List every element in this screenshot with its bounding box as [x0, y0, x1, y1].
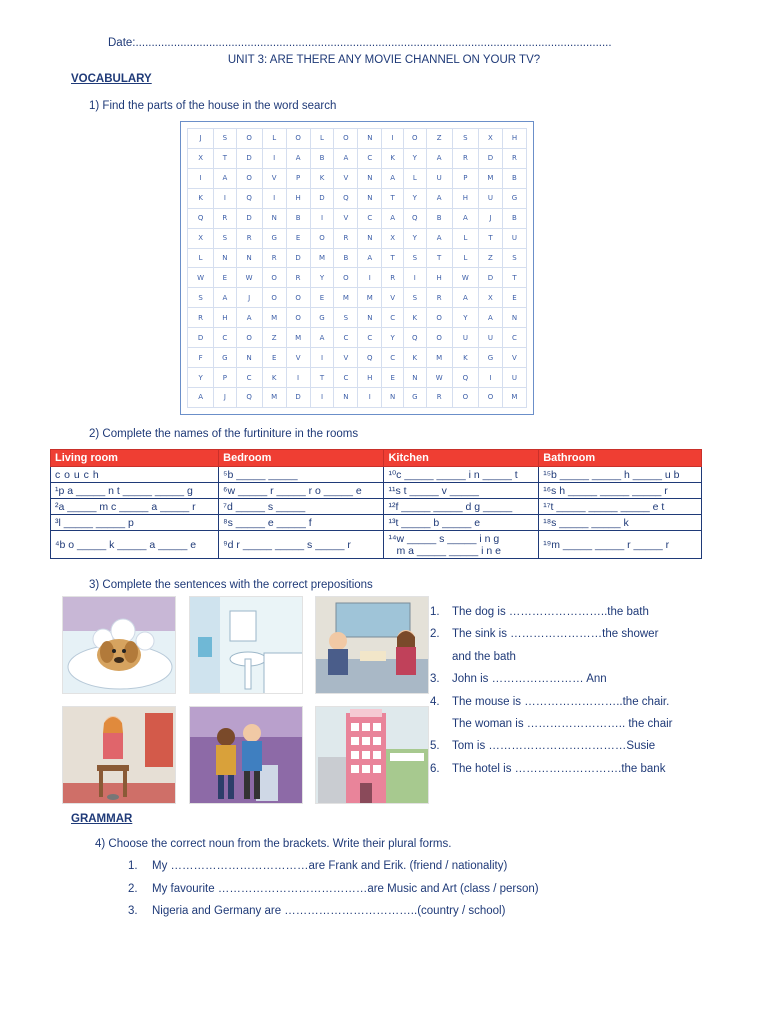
- word-search-letter[interactable]: Y: [404, 188, 427, 208]
- grammar-item-text[interactable]: Nigeria and Germany are ……………………………..(country / school): [152, 905, 506, 918]
- furniture-cell[interactable]: ¹⁷t _____ _____ _____ e t: [539, 499, 702, 515]
- word-search-letter[interactable]: A: [286, 148, 310, 168]
- word-search-letter[interactable]: T: [502, 268, 526, 288]
- word-search-letter[interactable]: I: [214, 188, 236, 208]
- word-search-letter[interactable]: H: [214, 308, 236, 328]
- word-search-letter[interactable]: N: [236, 248, 262, 268]
- john-and-ann-picture: [315, 596, 429, 694]
- word-search-letter[interactable]: E: [502, 288, 526, 308]
- sentence-number: 2.: [430, 628, 440, 641]
- word-search-letter[interactable]: S: [214, 129, 236, 149]
- furniture-column-header: Bathroom: [539, 450, 702, 467]
- sentence-row: [430, 625, 750, 647]
- word-search-letter[interactable]: R: [426, 387, 452, 407]
- word-search-letter[interactable]: M: [358, 288, 382, 308]
- word-search-letter[interactable]: O: [334, 129, 358, 149]
- word-search-letter[interactable]: V: [334, 168, 358, 188]
- word-search-letter[interactable]: I: [310, 348, 334, 368]
- word-search-letter[interactable]: K: [404, 348, 427, 368]
- grammar-heading: GRAMMAR: [71, 813, 133, 825]
- word-search-letter[interactable]: U: [452, 328, 478, 348]
- word-search-row: [188, 368, 527, 388]
- word-search-letter[interactable]: O: [334, 268, 358, 288]
- tom-and-susie-picture: [189, 706, 303, 804]
- word-search-letter[interactable]: A: [334, 148, 358, 168]
- furniture-column-header: Living room: [51, 450, 219, 467]
- word-search-letter[interactable]: R: [426, 288, 452, 308]
- word-search-letter[interactable]: N: [382, 387, 404, 407]
- word-search-letter[interactable]: R: [214, 208, 236, 228]
- furniture-column-header: Kitchen: [384, 450, 539, 467]
- word-search-letter[interactable]: H: [426, 268, 452, 288]
- word-search-letter[interactable]: D: [310, 188, 334, 208]
- word-search-letter[interactable]: K: [262, 368, 286, 388]
- word-search-letter[interactable]: M: [479, 168, 503, 188]
- word-search-letter[interactable]: S: [452, 129, 478, 149]
- word-search-letter[interactable]: M: [334, 288, 358, 308]
- word-search-letter[interactable]: X: [479, 129, 503, 149]
- grammar-item-text[interactable]: My ………………………………are Frank and Erik. (friend / nationality): [152, 860, 508, 872]
- word-search-letter[interactable]: V: [286, 348, 310, 368]
- word-search-letter[interactable]: P: [214, 368, 236, 388]
- word-search-letter[interactable]: U: [426, 168, 452, 188]
- sentence-text[interactable]: The dog is ……………………..the bath: [452, 606, 649, 618]
- word-search-letter[interactable]: N: [404, 368, 427, 388]
- word-search-letter[interactable]: E: [382, 368, 404, 388]
- word-search-letter[interactable]: A: [214, 288, 236, 308]
- furniture-row: [51, 499, 702, 515]
- word-search-letter[interactable]: M: [502, 387, 526, 407]
- word-search-letter[interactable]: A: [382, 168, 404, 188]
- word-search-letter[interactable]: T: [426, 248, 452, 268]
- word-search-letter[interactable]: B: [334, 248, 358, 268]
- word-search-letter[interactable]: Q: [334, 188, 358, 208]
- furniture-cell[interactable]: ⁷d _____ s _____: [219, 499, 384, 515]
- sentence-row: [430, 648, 750, 670]
- grammar-item: [128, 905, 539, 928]
- word-search-letter[interactable]: A: [426, 188, 452, 208]
- word-search-letter[interactable]: J: [214, 387, 236, 407]
- word-search-letter[interactable]: M: [262, 308, 286, 328]
- sentence-text[interactable]: Tom is ………………………………Susie: [452, 740, 656, 753]
- word-search-letter[interactable]: J: [236, 288, 262, 308]
- word-search-letter[interactable]: J: [479, 208, 503, 228]
- word-search-letter[interactable]: C: [382, 348, 404, 368]
- word-search-letter[interactable]: K: [188, 188, 214, 208]
- question-2: 2) Complete the names of the furtiniture in the rooms: [89, 428, 359, 440]
- word-search-letter[interactable]: H: [502, 129, 526, 149]
- sentence-number: 4.: [430, 695, 440, 708]
- word-search-letter[interactable]: Z: [262, 328, 286, 348]
- word-search-letter[interactable]: Y: [404, 148, 427, 168]
- word-search-letter[interactable]: T: [214, 148, 236, 168]
- word-search-letter[interactable]: O: [236, 328, 262, 348]
- dog-in-bath-picture: [62, 596, 176, 694]
- word-search-letter[interactable]: D: [236, 208, 262, 228]
- word-search-letter[interactable]: R: [334, 228, 358, 248]
- word-search-letter[interactable]: Q: [236, 188, 262, 208]
- word-search-letter[interactable]: N: [358, 308, 382, 328]
- question-4: 4) Choose the correct noun from the brackets. Write their plural forms.: [95, 838, 452, 850]
- word-search-letter[interactable]: C: [382, 308, 404, 328]
- word-search-letter[interactable]: I: [310, 387, 334, 407]
- grammar-items: [128, 860, 539, 928]
- word-search-row: [188, 387, 527, 407]
- word-search-letter[interactable]: I: [382, 129, 404, 149]
- sentence-row: [430, 693, 750, 715]
- unit-title: UNIT 3: ARE THERE ANY MOVIE CHANNEL ON YOUR TV?: [227, 54, 541, 66]
- word-search-letter[interactable]: S: [214, 228, 236, 248]
- word-search-letter[interactable]: R: [502, 148, 526, 168]
- word-search-letter[interactable]: I: [262, 148, 286, 168]
- word-search-letter[interactable]: D: [286, 387, 310, 407]
- sentence-row: [430, 670, 750, 692]
- word-search-letter[interactable]: R: [286, 268, 310, 288]
- word-search-letter[interactable]: T: [382, 188, 404, 208]
- word-search-letter[interactable]: D: [479, 148, 503, 168]
- word-search-letter[interactable]: O: [310, 228, 334, 248]
- word-search-letter[interactable]: C: [358, 148, 382, 168]
- word-search-letter[interactable]: C: [236, 368, 262, 388]
- word-search-letter[interactable]: I: [479, 368, 503, 388]
- word-search-letter[interactable]: R: [236, 228, 262, 248]
- word-search-letter[interactable]: G: [310, 308, 334, 328]
- furniture-column-header: Bedroom: [219, 450, 384, 467]
- furniture-cell[interactable]: ¹⁵b _____ _____ h _____ u b: [539, 467, 702, 483]
- word-search-letter[interactable]: Q: [236, 387, 262, 407]
- question-1: 1) Find the parts of the house in the word search: [89, 100, 337, 112]
- word-search-letter[interactable]: X: [188, 148, 214, 168]
- sentence-row: [430, 603, 750, 625]
- furniture-cell[interactable]: ¹²f _____ _____ d g _____: [384, 499, 539, 515]
- word-search-letter[interactable]: N: [358, 188, 382, 208]
- word-search: [180, 121, 534, 415]
- word-search-letter[interactable]: H: [358, 368, 382, 388]
- word-search-letter[interactable]: Q: [404, 208, 427, 228]
- word-search-letter[interactable]: E: [214, 268, 236, 288]
- word-search-letter[interactable]: O: [404, 129, 427, 149]
- word-search-letter[interactable]: S: [502, 248, 526, 268]
- furniture-cell[interactable]: ⁸s _____ e _____ f: [219, 515, 384, 531]
- word-search-letter[interactable]: A: [236, 308, 262, 328]
- word-search-letter[interactable]: A: [426, 228, 452, 248]
- word-search-letter[interactable]: R: [452, 148, 478, 168]
- word-search-letter[interactable]: V: [262, 168, 286, 188]
- word-search-letter[interactable]: T: [382, 248, 404, 268]
- word-search-letter[interactable]: B: [426, 208, 452, 228]
- word-search-letter[interactable]: A: [188, 387, 214, 407]
- word-search-letter[interactable]: V: [382, 288, 404, 308]
- word-search-letter[interactable]: R: [262, 248, 286, 268]
- word-search-letter[interactable]: L: [310, 129, 334, 149]
- word-search-letter[interactable]: M: [426, 348, 452, 368]
- word-search-letter[interactable]: M: [286, 328, 310, 348]
- word-search-letter[interactable]: I: [188, 168, 214, 188]
- word-search-letter[interactable]: P: [286, 168, 310, 188]
- woman-on-chair-picture: [62, 706, 176, 804]
- word-search-letter[interactable]: R: [382, 268, 404, 288]
- word-search-letter[interactable]: O: [479, 387, 503, 407]
- word-search-letter[interactable]: Y: [404, 228, 427, 248]
- furniture-cell[interactable]: c o u c h: [51, 467, 219, 483]
- word-search-letter[interactable]: I: [358, 268, 382, 288]
- grammar-item-number: 1.: [128, 860, 138, 872]
- word-search-letter[interactable]: I: [262, 188, 286, 208]
- word-search-grid: [187, 128, 527, 408]
- word-search-letter[interactable]: X: [479, 288, 503, 308]
- word-search-letter[interactable]: A: [479, 308, 503, 328]
- furniture-cell[interactable]: ¹⁹m _____ _____ r _____ r: [539, 531, 702, 559]
- word-search-letter[interactable]: A: [426, 148, 452, 168]
- word-search-letter[interactable]: Y: [382, 328, 404, 348]
- word-search-letter[interactable]: L: [262, 129, 286, 149]
- word-search-letter[interactable]: Q: [404, 328, 427, 348]
- word-search-letter[interactable]: X: [382, 228, 404, 248]
- word-search-letter[interactable]: M: [310, 248, 334, 268]
- word-search-letter[interactable]: D: [236, 148, 262, 168]
- furniture-cell[interactable]: ¹⁶s h _____ _____ _____ r: [539, 483, 702, 499]
- sentence-number: 6.: [430, 762, 440, 775]
- sentence-text[interactable]: The woman is …………………….. the chair: [452, 717, 673, 730]
- word-search-letter[interactable]: Z: [426, 129, 452, 149]
- word-search-letter[interactable]: R: [188, 308, 214, 328]
- word-search-letter[interactable]: N: [358, 129, 382, 149]
- sentence-text[interactable]: John is …………………… Ann: [452, 673, 607, 686]
- word-search-letter[interactable]: Q: [188, 208, 214, 228]
- word-search-letter[interactable]: N: [358, 228, 382, 248]
- furniture-row: [51, 483, 702, 499]
- furniture-cell[interactable]: ⁴b o _____ k _____ a _____ e: [51, 531, 219, 559]
- word-search-letter[interactable]: H: [452, 188, 478, 208]
- word-search-letter[interactable]: X: [188, 228, 214, 248]
- word-search-letter[interactable]: K: [452, 348, 478, 368]
- word-search-row: [188, 268, 527, 288]
- word-search-letter[interactable]: G: [262, 228, 286, 248]
- word-search-letter[interactable]: C: [502, 328, 526, 348]
- word-search-letter[interactable]: U: [479, 188, 503, 208]
- word-search-letter[interactable]: I: [310, 208, 334, 228]
- word-search-letter[interactable]: I: [358, 387, 382, 407]
- word-search-letter[interactable]: S: [334, 308, 358, 328]
- furniture-cell[interactable]: ¹³t _____ b _____ e: [384, 515, 539, 531]
- sentence-number: 5.: [430, 740, 440, 753]
- furniture-cell[interactable]: [384, 531, 539, 559]
- sentence-number: 3.: [430, 673, 440, 686]
- furniture-cell[interactable]: ²a _____ m c _____ a _____ r: [51, 499, 219, 515]
- word-search-row: [188, 248, 527, 268]
- furniture-row: [51, 515, 702, 531]
- sentence-text[interactable]: and the bath: [452, 650, 516, 663]
- word-search-letter[interactable]: A: [452, 208, 478, 228]
- word-search-letter[interactable]: G: [214, 348, 236, 368]
- word-search-letter[interactable]: O: [236, 168, 262, 188]
- word-search-letter[interactable]: T: [310, 368, 334, 388]
- grammar-item: [128, 883, 539, 906]
- grammar-item-number: 3.: [128, 905, 138, 918]
- word-search-letter[interactable]: O: [452, 387, 478, 407]
- word-search-letter[interactable]: A: [358, 248, 382, 268]
- sentence-row: [430, 715, 750, 737]
- word-search-letter[interactable]: L: [452, 248, 478, 268]
- word-search-letter[interactable]: V: [502, 348, 526, 368]
- word-search-letter[interactable]: K: [310, 168, 334, 188]
- word-search-letter[interactable]: B: [502, 208, 526, 228]
- word-search-letter[interactable]: A: [310, 328, 334, 348]
- word-search-row: [188, 148, 527, 168]
- word-search-letter[interactable]: D: [479, 268, 503, 288]
- word-search-letter[interactable]: L: [188, 248, 214, 268]
- word-search-letter[interactable]: E: [262, 348, 286, 368]
- word-search-letter[interactable]: Y: [452, 308, 478, 328]
- word-search-letter[interactable]: M: [262, 387, 286, 407]
- word-search-letter[interactable]: O: [262, 288, 286, 308]
- word-search-letter[interactable]: W: [452, 268, 478, 288]
- word-search-row: [188, 348, 527, 368]
- word-search-letter[interactable]: O: [262, 268, 286, 288]
- word-search-letter[interactable]: W: [236, 268, 262, 288]
- word-search-letter[interactable]: C: [358, 208, 382, 228]
- grammar-item-number: 2.: [128, 882, 138, 895]
- word-search-letter[interactable]: L: [404, 168, 427, 188]
- sink-picture: [189, 596, 303, 694]
- word-search-letter[interactable]: H: [286, 188, 310, 208]
- word-search-letter[interactable]: N: [358, 168, 382, 188]
- word-search-letter[interactable]: E: [310, 288, 334, 308]
- word-search-letter[interactable]: C: [334, 328, 358, 348]
- word-search-letter[interactable]: S: [404, 248, 427, 268]
- word-search-letter[interactable]: O: [286, 288, 310, 308]
- furniture-cell-line: m a _____ _____ i n e: [396, 544, 501, 557]
- word-search-letter[interactable]: B: [310, 148, 334, 168]
- word-search-row: [188, 188, 527, 208]
- word-search-letter[interactable]: P: [452, 168, 478, 188]
- word-search-letter[interactable]: B: [502, 168, 526, 188]
- word-search-letter[interactable]: W: [188, 268, 214, 288]
- word-search-letter[interactable]: Q: [452, 368, 478, 388]
- furniture-cell-line: ¹⁴w _____ s _____ i n g: [388, 532, 500, 545]
- furniture-cell[interactable]: ⁹d r _____ _____ s _____ r: [219, 531, 384, 559]
- word-search-letter[interactable]: W: [426, 368, 452, 388]
- word-search-letter[interactable]: Z: [479, 248, 503, 268]
- word-search-letter[interactable]: A: [214, 168, 236, 188]
- word-search-letter[interactable]: N: [236, 348, 262, 368]
- furniture-table: [50, 449, 702, 559]
- word-search-letter[interactable]: U: [479, 328, 503, 348]
- sentence-row: [430, 760, 750, 782]
- word-search-letter[interactable]: N: [334, 387, 358, 407]
- word-search-letter[interactable]: N: [262, 208, 286, 228]
- word-search-row: [188, 308, 527, 328]
- word-search-letter[interactable]: O: [426, 328, 452, 348]
- word-search-letter[interactable]: G: [479, 348, 503, 368]
- question-3: 3) Complete the sentences with the correct prepositions: [89, 579, 373, 591]
- preposition-pictures: [62, 596, 426, 805]
- word-search-row: [188, 168, 527, 188]
- vocabulary-heading: VOCABULARY: [71, 73, 152, 85]
- word-search-letter[interactable]: G: [502, 188, 526, 208]
- sentence-row: [430, 737, 750, 759]
- sentence-text[interactable]: The hotel is ……………………….the bank: [452, 762, 666, 775]
- furniture-cell[interactable]: ³l _____ _____ p: [51, 515, 219, 531]
- word-search-letter[interactable]: D: [286, 248, 310, 268]
- word-search-letter[interactable]: C: [358, 328, 382, 348]
- sentence-text[interactable]: The mouse is ……………………..the chair.: [452, 695, 670, 708]
- furniture-cell[interactable]: ¹⁸s _____ _____ k: [539, 515, 702, 531]
- furniture-cell[interactable]: ⁶w _____ r _____ r o _____ e: [219, 483, 384, 499]
- sentence-number: 1.: [430, 606, 440, 618]
- word-search-row: [188, 228, 527, 248]
- word-search-letter[interactable]: T: [479, 228, 503, 248]
- word-search-letter[interactable]: U: [502, 228, 526, 248]
- furniture-cell[interactable]: ¹⁰c _____ _____ i n _____ t: [384, 467, 539, 483]
- word-search-row: [188, 208, 527, 228]
- word-search-letter[interactable]: G: [404, 387, 427, 407]
- furniture-table-header: [51, 450, 702, 467]
- word-search-letter[interactable]: C: [214, 328, 236, 348]
- word-search-row: [188, 288, 527, 308]
- word-search-letter[interactable]: Q: [358, 348, 382, 368]
- furniture-row: [51, 531, 702, 559]
- furniture-row: [51, 467, 702, 483]
- word-search-letter[interactable]: N: [502, 308, 526, 328]
- word-search-letter[interactable]: J: [188, 129, 214, 149]
- grammar-item: [128, 860, 539, 883]
- word-search-letter[interactable]: C: [334, 368, 358, 388]
- word-search-row: [188, 129, 527, 149]
- word-search-letter[interactable]: D: [188, 328, 214, 348]
- word-search-letter[interactable]: N: [214, 248, 236, 268]
- word-search-letter[interactable]: V: [334, 348, 358, 368]
- word-search-letter[interactable]: O: [286, 308, 310, 328]
- word-search-letter[interactable]: O: [236, 129, 262, 149]
- word-search-letter[interactable]: A: [382, 208, 404, 228]
- word-search-row: [188, 328, 527, 348]
- sentence-text[interactable]: The sink is ……………………the shower: [452, 628, 659, 641]
- word-search-letter[interactable]: K: [382, 148, 404, 168]
- grammar-item-text[interactable]: My favourite …………………………………are Music and Art (class / person): [152, 882, 539, 895]
- word-search-letter[interactable]: E: [286, 228, 310, 248]
- word-search-letter[interactable]: F: [188, 348, 214, 368]
- word-search-letter[interactable]: I: [286, 368, 310, 388]
- date-line: Date:.....................................................................................................................................................: [108, 37, 612, 49]
- word-search-letter[interactable]: V: [334, 208, 358, 228]
- furniture-cell[interactable]: ¹p a _____ n t _____ _____ g: [51, 483, 219, 499]
- word-search-letter[interactable]: B: [286, 208, 310, 228]
- furniture-cell[interactable]: ⁵b _____ _____: [219, 467, 384, 483]
- word-search-letter[interactable]: U: [502, 368, 526, 388]
- preposition-sentences: [430, 603, 750, 782]
- word-search-letter[interactable]: A: [452, 288, 478, 308]
- word-search-letter[interactable]: S: [188, 288, 214, 308]
- word-search-letter[interactable]: L: [452, 228, 478, 248]
- hotel-and-bank-picture: [315, 706, 429, 804]
- word-search-letter[interactable]: Y: [188, 368, 214, 388]
- word-search-letter[interactable]: O: [426, 308, 452, 328]
- furniture-cell[interactable]: ¹¹s t _____ v _____: [384, 483, 539, 499]
- word-search-letter[interactable]: I: [404, 268, 427, 288]
- word-search-letter[interactable]: S: [404, 288, 427, 308]
- word-search-letter[interactable]: O: [286, 129, 310, 149]
- word-search-letter[interactable]: Y: [310, 268, 334, 288]
- word-search-letter[interactable]: K: [404, 308, 427, 328]
